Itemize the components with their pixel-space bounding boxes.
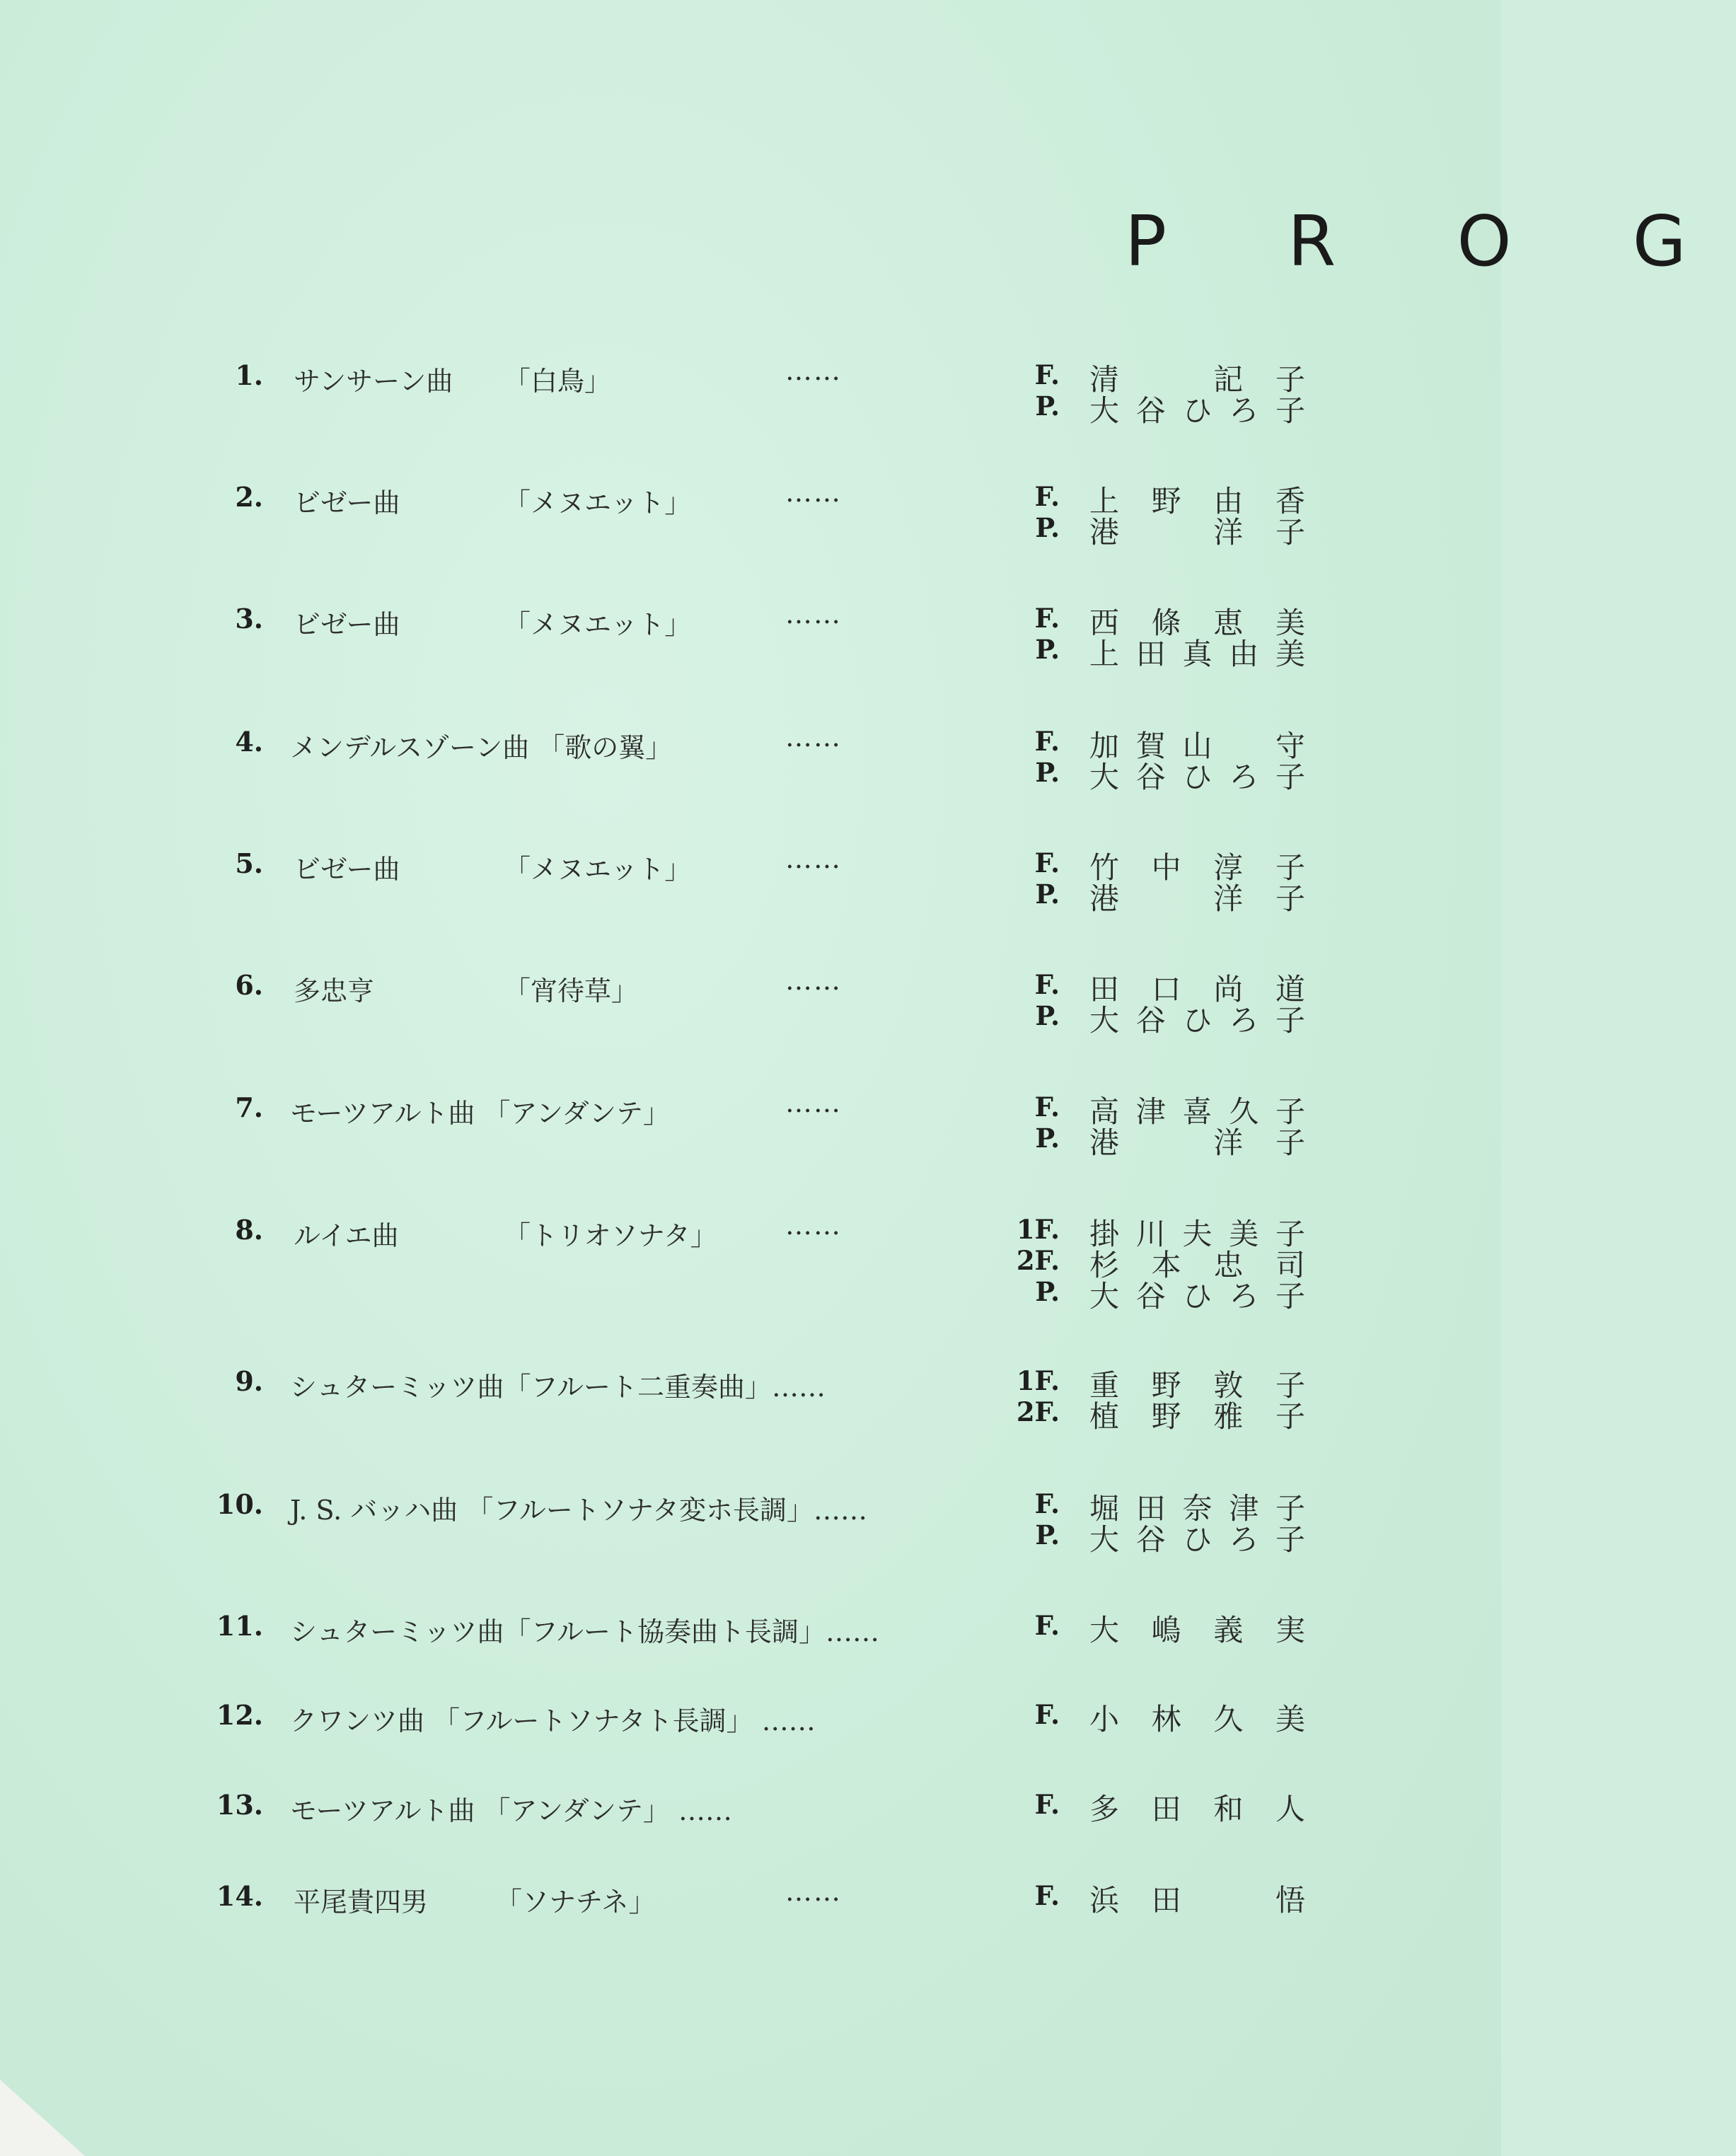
composer: 多忠亨: [294, 975, 375, 1007]
name-char: 道: [1275, 972, 1305, 1007]
name-char: 義: [1213, 1613, 1244, 1647]
name-char: 恵: [1213, 605, 1244, 640]
name-char: [1152, 876, 1181, 918]
leader-dots: ……: [785, 598, 842, 630]
name-char: 奈: [1182, 1491, 1213, 1526]
name-char: 子: [1275, 1125, 1305, 1160]
performer-name: [1089, 754, 1305, 796]
performer-role: F.: [1034, 359, 1060, 390]
name-char: 谷: [1135, 1279, 1166, 1314]
name-char: 久: [1213, 1702, 1244, 1737]
name-char: 賀: [1135, 729, 1166, 763]
item-number: 12.: [216, 1699, 263, 1731]
name-char: 子: [1275, 393, 1305, 428]
name-char: 高: [1089, 1094, 1120, 1129]
name-char: ひ: [1182, 393, 1213, 428]
name-char: 林: [1151, 1702, 1181, 1737]
name-char: 川: [1135, 1217, 1166, 1251]
name-char: 植: [1089, 1399, 1120, 1434]
performer-name: [1089, 1696, 1305, 1739]
name-char: 子: [1275, 1217, 1305, 1251]
name-char: 津: [1135, 1094, 1166, 1129]
name-char: 子: [1275, 1399, 1305, 1434]
name-char: 実: [1275, 1613, 1305, 1647]
name-char: 香: [1275, 484, 1305, 518]
item-number: 5.: [235, 847, 263, 879]
performer-name: [1089, 1877, 1305, 1920]
name-char: 掛: [1089, 1217, 1120, 1251]
performer-role: 2F.: [1016, 1396, 1060, 1427]
name-char: 記: [1213, 362, 1244, 397]
work-title: J. S. バッハ曲 「フルートソナタ変ホ長調」……: [290, 1495, 867, 1526]
composer: サンサーン曲: [294, 366, 453, 397]
name-char: 洋: [1213, 1125, 1244, 1160]
performer-name: [1089, 1393, 1305, 1436]
composer: ルイエ曲: [294, 1220, 399, 1251]
name-char: 谷: [1135, 393, 1166, 428]
item-number: 9.: [235, 1365, 263, 1397]
performer-role: F.: [1034, 1699, 1060, 1730]
performer-role: F.: [1034, 969, 1060, 1000]
performer-role: P.: [1035, 634, 1060, 665]
name-char: 由: [1213, 484, 1244, 518]
name-char: 敦: [1213, 1368, 1244, 1403]
composer: 平尾貴四男: [294, 1886, 429, 1918]
leader-dots: ……: [785, 477, 842, 508]
performer-role: P.: [1035, 512, 1060, 543]
name-char: 久: [1229, 1094, 1259, 1129]
name-char: ろ: [1229, 760, 1259, 794]
leader-dots: ……: [785, 355, 842, 386]
name-char: 大: [1089, 1279, 1120, 1314]
name-char: 野: [1151, 484, 1181, 518]
name-char: 悟: [1275, 1883, 1305, 1918]
name-char: 子: [1275, 850, 1305, 885]
name-char: 多: [1089, 1792, 1120, 1826]
name-char: 港: [1089, 1125, 1120, 1160]
item-number: 4.: [235, 726, 263, 758]
performer-role: F.: [1034, 1488, 1060, 1519]
leader-dots: ……: [785, 1210, 842, 1241]
name-char: 司: [1275, 1248, 1305, 1282]
leader-dots: ……: [785, 721, 842, 753]
name-char: ひ: [1182, 1279, 1213, 1314]
name-char: 子: [1275, 1491, 1305, 1526]
name-char: 港: [1089, 881, 1120, 916]
performer-role: F.: [1034, 481, 1060, 512]
name-char: 大: [1089, 1003, 1120, 1038]
name-char: 田: [1135, 637, 1166, 671]
name-char: 和: [1213, 1792, 1244, 1826]
item-number: 3.: [235, 603, 263, 634]
name-char: 子: [1275, 760, 1305, 794]
name-char: 人: [1275, 1792, 1305, 1826]
name-char: 子: [1275, 362, 1305, 397]
name-char: ひ: [1182, 1003, 1213, 1038]
name-char: 田: [1089, 972, 1120, 1007]
name-char: 堀: [1089, 1491, 1120, 1526]
name-char: 子: [1275, 881, 1305, 916]
work-title: シュターミッツ曲「フルート協奏曲ト長調」……: [290, 1616, 879, 1647]
item-number: 2.: [235, 481, 263, 513]
name-char: 夫: [1182, 1217, 1213, 1251]
name-char: 谷: [1135, 1522, 1166, 1557]
name-char: ひ: [1182, 760, 1213, 794]
name-char: 港: [1089, 515, 1120, 550]
performer-name: [1089, 1607, 1305, 1650]
program-title: P R O G: [1125, 202, 1736, 282]
performer-role: P.: [1035, 1123, 1060, 1154]
name-char: 美: [1275, 605, 1305, 640]
name-char: 洋: [1213, 515, 1244, 550]
name-char: 清: [1089, 362, 1120, 397]
name-char: ひ: [1182, 1522, 1213, 1557]
name-char: [1152, 509, 1181, 552]
work-title: クワンツ曲 「フルートソナタト長調」 ……: [290, 1705, 816, 1737]
name-char: ろ: [1229, 1279, 1259, 1314]
name-char: 大: [1089, 1522, 1120, 1557]
name-char: 喜: [1182, 1094, 1213, 1129]
item-number: 1.: [235, 359, 263, 391]
name-char: 浜: [1089, 1883, 1120, 1918]
piece-title: 「宵待草」: [504, 975, 639, 1007]
performer-role: F.: [1034, 726, 1060, 757]
leader-dots: ……: [785, 965, 842, 996]
performer-role: 1F.: [1016, 1214, 1060, 1245]
name-char: [1213, 1877, 1243, 1920]
item-number: 7.: [235, 1091, 263, 1123]
performer-name: [1089, 876, 1305, 918]
name-char: 谷: [1135, 1003, 1166, 1038]
name-char: 竹: [1089, 850, 1120, 885]
name-char: 守: [1275, 729, 1305, 763]
name-char: 美: [1275, 637, 1305, 671]
name-char: 大: [1089, 393, 1120, 428]
item-number: 10.: [216, 1488, 263, 1520]
piece-title: 「メヌエット」: [504, 487, 692, 518]
name-char: 尚: [1213, 972, 1244, 1007]
name-char: 美: [1229, 1217, 1259, 1251]
name-char: 重: [1089, 1368, 1120, 1403]
composer: ビゼー曲: [294, 487, 400, 518]
piece-title: 「ソナチネ」: [495, 1886, 656, 1918]
item-number: 8.: [235, 1214, 263, 1246]
performer-name: [1089, 509, 1305, 552]
performer-role: F.: [1034, 1610, 1060, 1641]
name-char: 雅: [1213, 1399, 1244, 1434]
performer-name: [1089, 997, 1305, 1040]
name-char: 美: [1275, 1702, 1305, 1737]
piece-title: 「白鳥」: [504, 366, 612, 397]
name-char: 野: [1151, 1368, 1181, 1403]
performer-name: [1089, 1517, 1305, 1559]
name-char: 真: [1182, 637, 1213, 671]
name-char: 山: [1182, 729, 1213, 763]
item-number: 11.: [216, 1610, 263, 1642]
folded-corner: [0, 2080, 85, 2156]
performer-name: [1089, 388, 1305, 430]
item-number: 6.: [235, 969, 263, 1001]
name-char: 津: [1229, 1491, 1259, 1526]
performer-role: F.: [1034, 1880, 1060, 1911]
name-char: ろ: [1229, 1003, 1259, 1038]
performer-role: P.: [1035, 1519, 1060, 1551]
performer-role: F.: [1034, 1091, 1060, 1123]
name-char: 條: [1151, 605, 1181, 640]
work-title: シュターミッツ曲「フルート二重奏曲」……: [290, 1372, 826, 1403]
performer-role: P.: [1035, 757, 1060, 788]
leader-dots: ……: [785, 1087, 842, 1118]
performer-role: F.: [1034, 603, 1060, 634]
performer-role: P.: [1035, 1276, 1060, 1307]
name-char: [1152, 1120, 1181, 1162]
name-char: 子: [1275, 1522, 1305, 1557]
performer-role: 1F.: [1016, 1365, 1060, 1396]
name-char: 加: [1089, 729, 1120, 763]
composer: ビゼー曲: [294, 609, 400, 640]
performer-name: [1089, 1273, 1305, 1316]
performer-role: F.: [1034, 847, 1060, 879]
name-char: 上: [1089, 637, 1120, 671]
name-char: 本: [1151, 1248, 1181, 1282]
name-char: 嶋: [1151, 1613, 1181, 1647]
leader-dots: ……: [785, 843, 842, 874]
performer-name: [1089, 1120, 1305, 1162]
performer-role: P.: [1035, 390, 1060, 422]
name-char: 大: [1089, 1613, 1120, 1647]
piece-title: 「メヌエット」: [504, 609, 692, 640]
composer: ビゼー曲: [294, 854, 400, 885]
name-char: 上: [1089, 484, 1120, 518]
name-char: 杉: [1089, 1248, 1120, 1282]
name-char: ろ: [1229, 1522, 1259, 1557]
name-char: 小: [1089, 1702, 1120, 1737]
item-number: 13.: [216, 1789, 263, 1821]
performer-role: P.: [1035, 1000, 1060, 1031]
name-char: 田: [1135, 1491, 1166, 1526]
work-title: モーツアルト曲 「アンダンテ」 ……: [290, 1795, 732, 1826]
name-char: 西: [1089, 605, 1120, 640]
performer-role: P.: [1035, 879, 1060, 910]
performer-role: F.: [1034, 1789, 1060, 1820]
performer-name: [1089, 1786, 1305, 1828]
name-char: 中: [1151, 850, 1181, 885]
name-char: 子: [1275, 1279, 1305, 1314]
piece-title: 「トリオソナタ」: [504, 1220, 717, 1251]
name-char: 野: [1151, 1399, 1181, 1434]
name-char: 淳: [1213, 850, 1244, 885]
name-char: 谷: [1135, 760, 1166, 794]
work-title: メンデルスゾーン曲 「歌の翼」: [290, 732, 673, 763]
name-char: 大: [1089, 760, 1120, 794]
name-char: 洋: [1213, 881, 1244, 916]
name-char: 子: [1275, 1003, 1305, 1038]
name-char: ろ: [1229, 393, 1259, 428]
performer-name: [1089, 631, 1305, 673]
piece-title: 「メヌエット」: [504, 854, 692, 885]
name-char: 田: [1151, 1792, 1181, 1826]
name-char: 子: [1275, 515, 1305, 550]
item-number: 14.: [216, 1880, 263, 1912]
name-char: 忠: [1213, 1248, 1244, 1282]
name-char: 由: [1229, 637, 1259, 671]
name-char: 口: [1151, 972, 1181, 1007]
name-char: 田: [1151, 1883, 1181, 1918]
name-char: 子: [1275, 1368, 1305, 1403]
leader-dots: ……: [785, 1876, 842, 1907]
work-title: モーツアルト曲 「アンダンテ」: [290, 1098, 670, 1129]
name-char: 子: [1275, 1094, 1305, 1129]
performer-role: 2F.: [1016, 1245, 1060, 1276]
